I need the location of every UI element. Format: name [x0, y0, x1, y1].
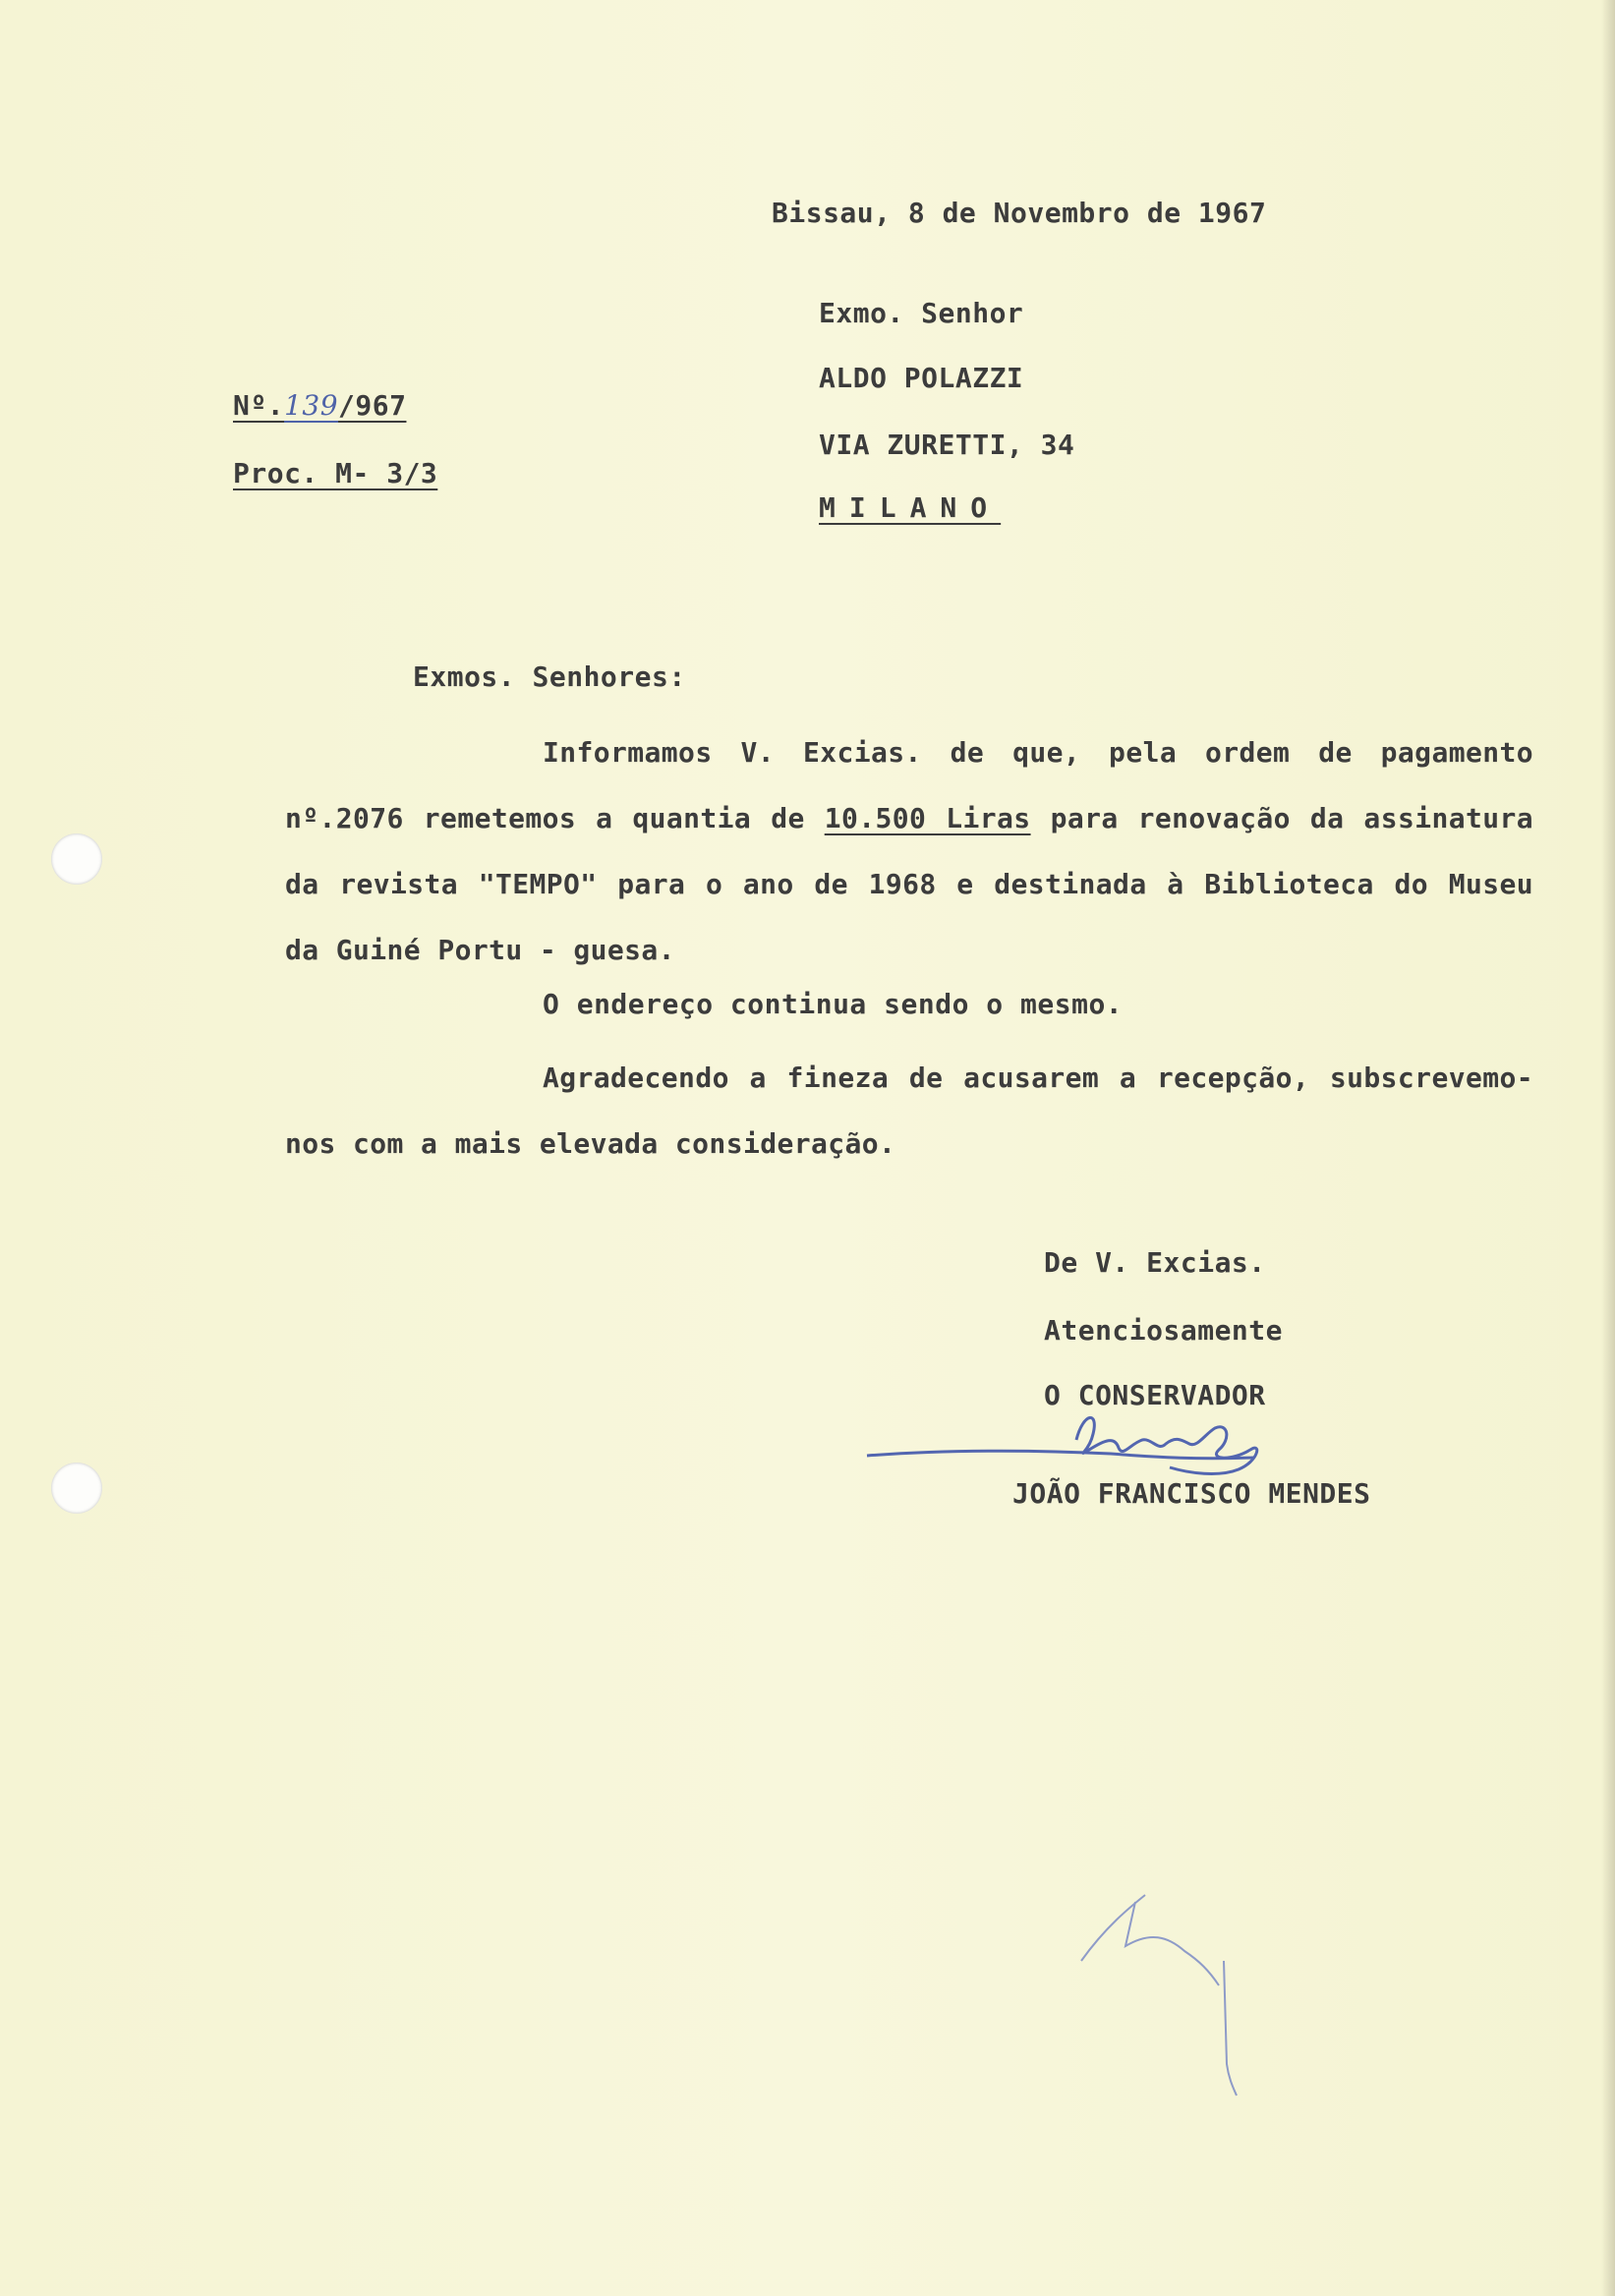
recipient-salutation: Exmo. Senhor: [819, 297, 1024, 329]
reference-number-prefix: Nº.: [233, 389, 285, 422]
paragraph-payment-text-after: para renovação da assinatura da revista "TEMPO" para o ano de 1968 e destinada à Biblioteca do Museu da Guiné Portu - guesa.: [285, 802, 1534, 966]
paragraph-payment-text-before: Informamos V. Excias. de que, pela ordem de pagamento nº.2076 remetemos a quantia de: [285, 736, 1533, 834]
reference-number: [233, 389, 406, 422]
paragraph-closing: Agradecendo a fineza de acusarem a recepção, subscrevemo-nos com a mais elevada consideração.: [285, 1062, 1533, 1160]
closing-line-1: De V. Excias.: [1044, 1246, 1266, 1279]
paragraph-address: O endereço continua sendo o mesmo.: [543, 988, 1124, 1020]
reference-number-suffix: /967: [338, 389, 407, 422]
date-line: Bissau, 8 de Novembro de 1967: [772, 197, 1267, 229]
recipient-city: MILANO: [819, 491, 1002, 524]
punch-hole-top: [51, 833, 102, 885]
handwritten-signature: [865, 1401, 1317, 1489]
signatory-title: O CONSERVADOR: [1044, 1379, 1266, 1411]
closing-line-2: Atenciosamente: [1044, 1314, 1284, 1347]
signatory-name: JOÃO FRANCISCO MENDES: [1012, 1477, 1371, 1510]
recipient-street: VIA ZURETTI, 34: [819, 429, 1075, 461]
pencil-mark: [1052, 1877, 1248, 2103]
paragraph-payment: [285, 719, 1533, 983]
payment-amount: 10.500 Liras: [824, 802, 1031, 834]
greeting: Exmos. Senhores:: [413, 660, 686, 693]
process-reference: Proc. M- 3/3: [233, 457, 438, 489]
reference-number-handwritten: 139: [284, 389, 339, 422]
paper-edge-shadow: [1601, 0, 1615, 2296]
recipient-name: ALDO POLAZZI: [819, 362, 1024, 394]
punch-hole-bottom: [51, 1463, 102, 1514]
